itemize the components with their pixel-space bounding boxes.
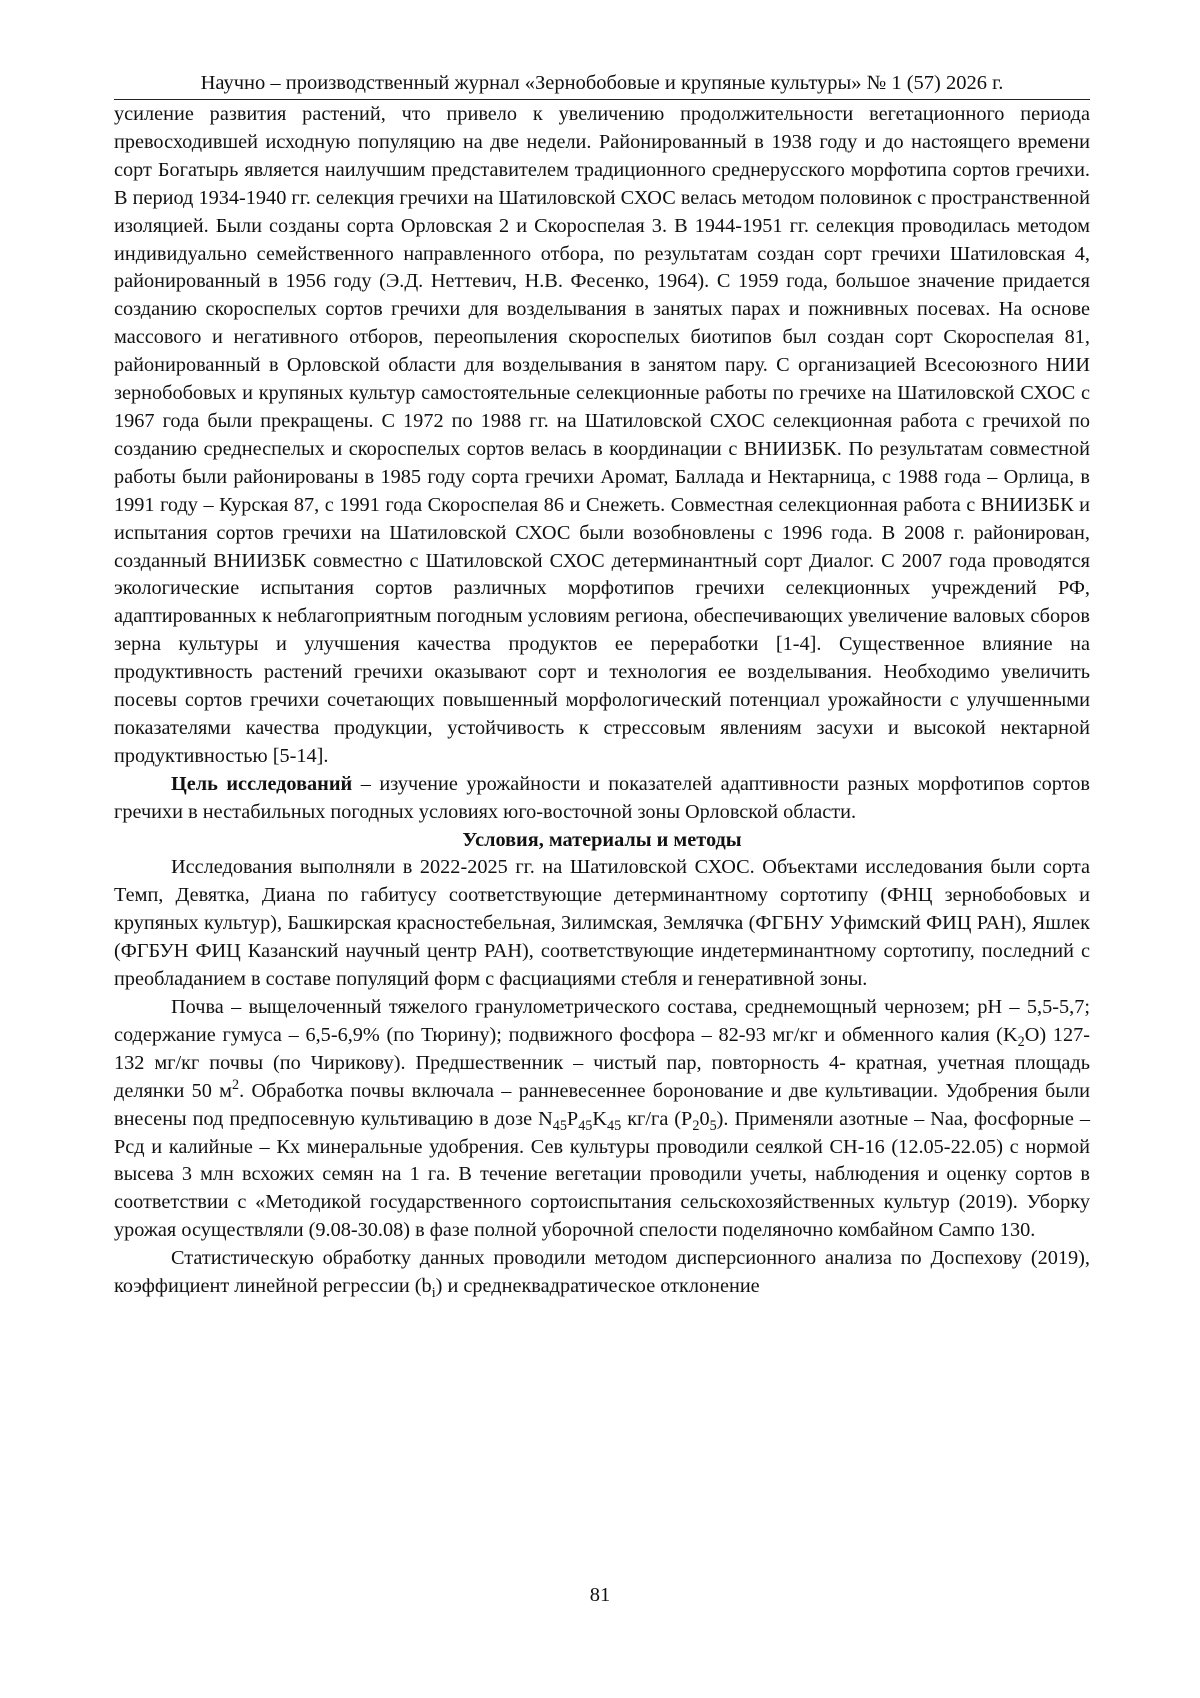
soil-text-4: P xyxy=(566,1107,579,1130)
article-body xyxy=(114,101,1090,1301)
paragraph-statistics xyxy=(114,1245,1090,1301)
page-number: 81 xyxy=(589,1584,611,1606)
soil-text-6: кг/га (P xyxy=(621,1107,693,1130)
subscript: i xyxy=(431,1285,436,1302)
soil-text-1: Почва – выщелоченный тяжелого гранулометрического состава, среднемощный чернозем; pH – 5,5-5,7; содержание гумуса – 6,5-6,9% (по Тюрину); подвижного фосфора – 82-93 мг/кг и обменного калия (K xyxy=(114,996,1090,1046)
paragraph-soil xyxy=(114,994,1090,1245)
paragraph-history: усиление развития растений, что привело к увеличению продолжительности вегетационного периода превосходившей исходную популяцию на две недели. Районированный в 1938 году и до настоящего времени сорт Богатырь является наилучшим представителем традиционного среднерусского морфотипа сортов гречихи. В период 1934-1940 гг. селекция гречихи на Шатиловской СХОС велась методом половинок с пространственной изоляцией. Были созданы сорта Орловская 2 и Скороспелая 3. В 1944-1951 гг. селекция проводилась методом индивидуально семейственного направленного отбора, по результатам создан сорт гречихи Шатиловская 4, районированный в 1956 году (Э.Д. Неттевич, Н.В. Фесенко, 1964). С 1959 года, большое значение придается созданию скороспелых сортов гречихи для возделывания в занятых парах и пожнивных посевах. На основе массового и негативного отборов, переопыления скороспелых биотипов был создан сорт Скороспелая 81, районированный в Орловской области для возделывания в занятом пару. С организацией Всесоюзного НИИ зернобобовых и крупяных культур самостоятельные селекционные работы по гречихе на Шатиловской СХОС с 1967 года были прекращены. С 1972 по 1988 гг. на Шатиловской СХОС селекционная работа с гречихой по созданию среднеспелых и скороспелых сортов велась в координации с ВНИИЗБК. По результатам совместной работы были районированы в 1985 году сорта гречихи Аромат, Баллада и Нектарница, с 1988 года – Орлица, в 1991 году – Курская 87, с 1991 года Скороспелая 86 и Снежеть. Совместная селекционная работа с ВНИИЗБК и испытания сортов гречихи на Шатиловской СХОС были возобновлены с 1996 года. В 2008 г. районирован, созданный ВНИИЗБК совместно с Шатиловской СХОС детерминантный сорт Диалог. С 2007 года проводятся экологические испытания сортов различных морфотипов гречихи селекционных учреждений РФ, адаптированных к неблагоприятным погодным условиям региона, обеспечивающих увеличение валовых сборов зерна культуры и улучшения качества продуктов ее переработки [1-4]. Существенное влияние на продуктивность растений гречихи оказывают сорт и технология ее возделывания. Необходимо увеличить посевы сортов гречихи сочетающих повышенный морфологический потенциал урожайности с улучшенными показателями качества продукции, устойчивость к стрессовым явлениям засухи и высокой нектарной продуктивностью [5-14]. xyxy=(114,103,1090,767)
soil-text-8: ). Применяли азотные – Naa, фосфорные – Pсд и калийные – Кх минеральные удобрения. Сев культуры проводили сеялкой СН-16 (12.05-22.05) с нормой высева 3 млн всхожих семян на 1 га. В течение вегетации проводили учеты, наблюдения и оценку сортов в соответствии с «Методикой государственного сортоиспытания сельскохозяйственных культур (2019). Уборку урожая осуществляли (9.08-30.08) в фазе полной уборочной спелости поделяночно комбайном Сампо 130. xyxy=(114,1107,1090,1242)
soil-text-7: 0 xyxy=(699,1107,710,1130)
aim-text: – изучение урожайности и показателей адаптивности разных морфотипов сортов гречихи в нестабильных погодных условиях юго-восточной зоны Орловской области. xyxy=(114,772,1090,823)
subscript: 2 xyxy=(692,1117,700,1134)
subscript: 5 xyxy=(709,1117,717,1134)
stats-text-1: Статистическую обработку данных проводили методом дисперсионного анализа по Доспехову (2019), коэффициент линейной регрессии (b xyxy=(114,1247,1090,1298)
running-header: Научно – производственный журнал «Зернобобовые и крупяные культуры» № 1 (57) 2026 г. xyxy=(200,72,1004,94)
soil-text-5: K xyxy=(592,1107,608,1130)
subscript: 45 xyxy=(578,1117,593,1134)
paragraph-objects: Исследования выполняли в 2022-2025 гг. на Шатиловской СХОС. Объектами исследования были сорта Темп, Девятка, Диана по габитусу соответствующие детерминантному сортотипу (ФНЦ зернобобовых и крупяных культур), Башкирская красностебельная, Зилимская, Землячка (ФГБНУ Уфимский ФИЦ РАН), Яшлек (ФГБУН ФИЦ Казанский научный центр РАН), соответствующие индетерминантному сортотипу, последний с преобладанием в составе популяций форм с фасциациями стебля и генеративной зоны. xyxy=(114,856,1090,991)
header-rule xyxy=(114,99,1090,100)
soil-text-2: O) 127-132 мг/кг почвы (по Чирикову). Предшественник – чистый пар, повторность 4- кратная, учетная площадь делянки 50 м xyxy=(114,1023,1090,1102)
subscript: 45 xyxy=(607,1117,622,1134)
subscript: 45 xyxy=(552,1117,567,1134)
subscript: 2 xyxy=(1017,1033,1025,1050)
section-heading: Условия, материалы и методы xyxy=(462,828,742,851)
superscript: 2 xyxy=(232,1076,240,1093)
stats-text-2: ) и среднеквадратическое отклонение xyxy=(435,1275,760,1298)
soil-text-3: . Обработка почвы включала – ранневесеннее боронование и две культивации. Удобрения были внесены под предпосевную культивацию в дозе N xyxy=(114,1079,1090,1130)
paragraph-aim xyxy=(114,771,1090,827)
aim-label: Цель исследований xyxy=(171,772,353,795)
